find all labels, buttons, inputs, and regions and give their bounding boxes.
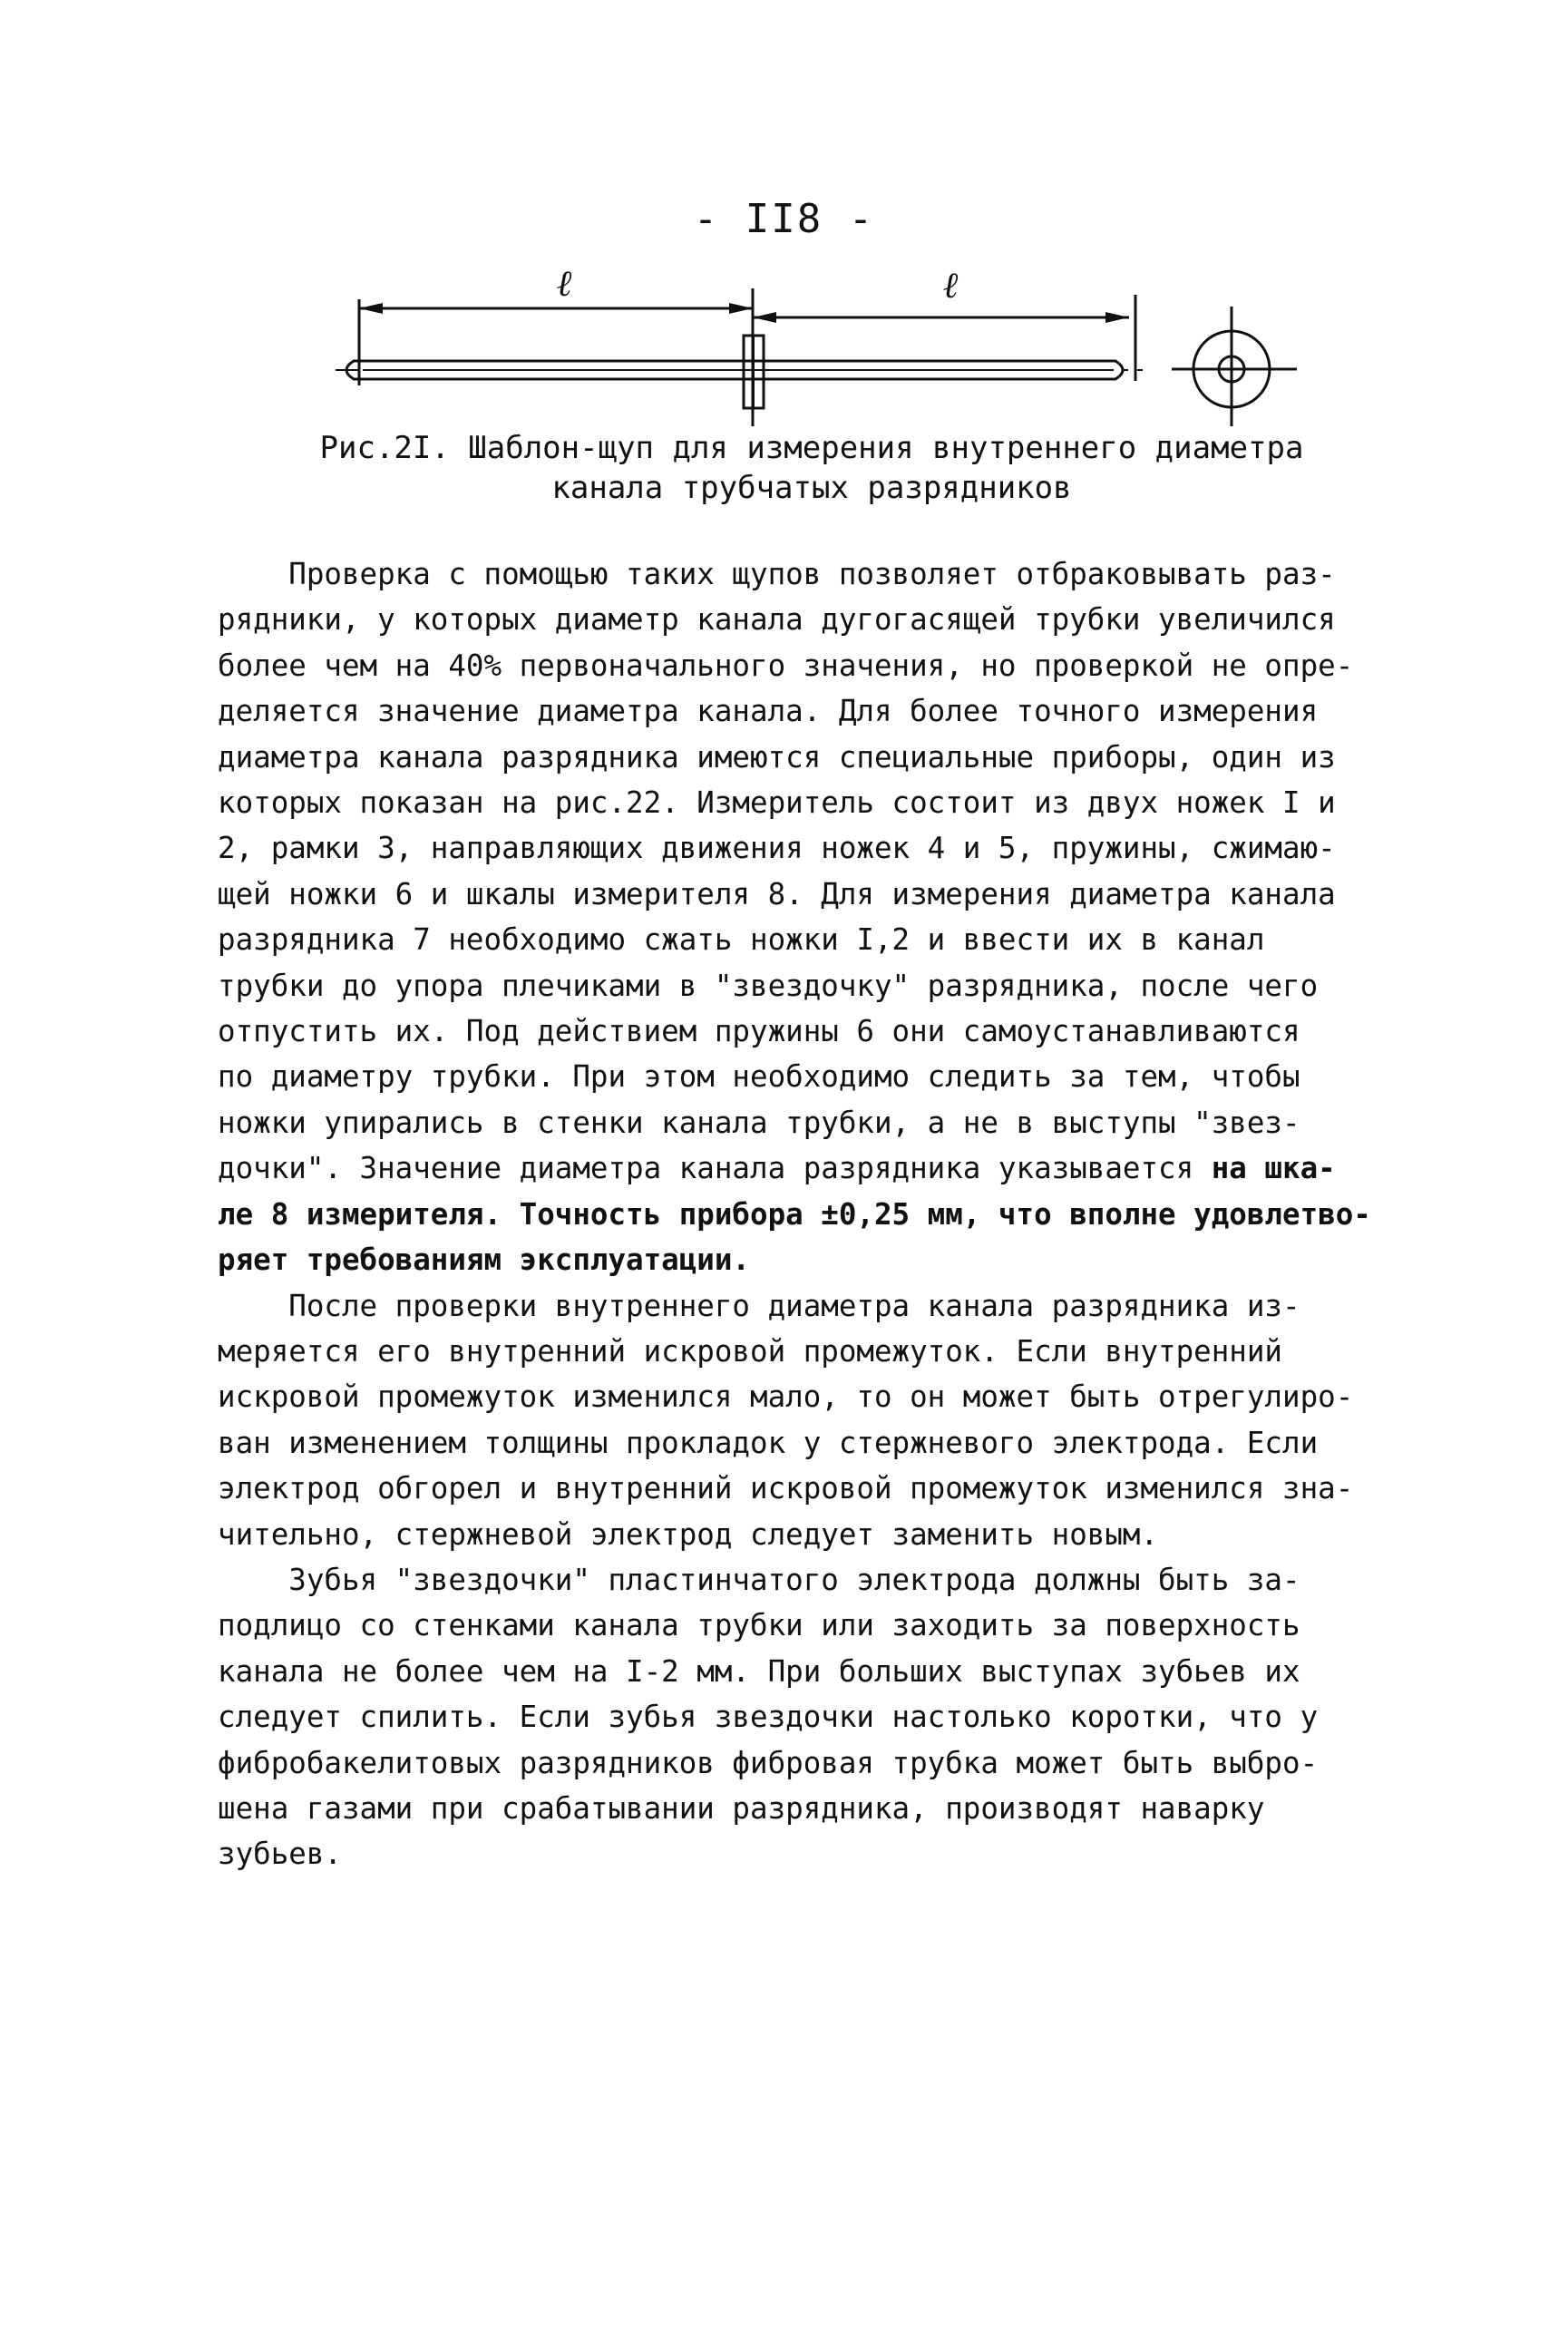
text-line: следует спилить. Если зубья звездочки настолько коротки, что у bbox=[218, 1700, 1319, 1735]
text-line: фибробакелитовых разрядников фибровая трубка может быть выбро- bbox=[218, 1745, 1319, 1780]
probe-gauge-drawing bbox=[326, 245, 1342, 426]
text-line: чительно, стержневой электрод следует заменить новым. bbox=[218, 1516, 1159, 1552]
text-line: канала не более чем на I-2 мм. При больших выступах зубьев их bbox=[218, 1653, 1300, 1689]
text-line: После проверки внутреннего диаметра канала разрядника из- bbox=[218, 1288, 1300, 1323]
arrowhead-right-start bbox=[753, 312, 776, 323]
text-line: трубки до упора плечиками в "звездочку" разрядника, после чего bbox=[218, 968, 1319, 1003]
paragraph-3 bbox=[218, 1557, 1433, 1877]
bold-text-line: ряет требованиям эксплуатации. bbox=[218, 1243, 750, 1278]
text-line: щей ножки 6 и шкалы измерителя 8. Для измерения диаметра канала bbox=[218, 876, 1336, 911]
text-line: Проверка с помощью таких щупов позволяет отбраковывать раз- bbox=[218, 557, 1336, 591]
text-line: искровой промежуток изменился мало, то он может быть отрегулиро- bbox=[218, 1379, 1354, 1415]
text-line: которых показан на рис.22. Измеритель состоит из двух ножек I и bbox=[218, 785, 1336, 821]
text-line: деляется значение диаметра канала. Для более точного измерения bbox=[218, 694, 1319, 729]
caption-line-1: Рис.2I. Шаблон-щуп для измерения внутреннего диаметра bbox=[319, 430, 1304, 466]
text-line: электрод обгорел и внутренний искровой промежуток изменился зна- bbox=[218, 1471, 1354, 1506]
text-line: рядники, у которых диаметр канала дугогасящей трубки увеличился bbox=[218, 602, 1336, 638]
text-line: отпустить их. Под действием пружины 6 они самоустанавливаются bbox=[218, 1014, 1300, 1049]
figure-caption bbox=[299, 428, 1324, 508]
dimension-label-right: ℓ bbox=[942, 265, 959, 307]
caption-line-2: канала трубчатых разрядников bbox=[551, 470, 1072, 506]
body-text bbox=[218, 551, 1433, 1877]
text-line: диаметра канала разрядника имеются специальные приборы, один из bbox=[218, 739, 1336, 775]
bold-text-segment: на шка- bbox=[1211, 1151, 1336, 1186]
text-line: 2, рамки 3, направляющих движения ножек 4 и 5, пружины, сжимаю- bbox=[218, 831, 1336, 866]
text-line: зубьев. bbox=[218, 1837, 342, 1872]
text-line: разрядника 7 необходимо сжать ножки I,2 и ввести их в канал bbox=[218, 922, 1265, 958]
bold-text-line: ле 8 измерителя. Точность прибора ±0,25 мм, что вполне удовлетво- bbox=[218, 1196, 1371, 1232]
text-line: меряется его внутренний искровой промежуток. Если внутренний bbox=[218, 1333, 1282, 1369]
page-number: - II8 - bbox=[693, 196, 875, 242]
text-line: шена газами при срабатывании разрядника, производят наварку bbox=[218, 1790, 1265, 1826]
text-line: подлицо со стенками канала трубки или заходить за поверхность bbox=[218, 1608, 1300, 1643]
paragraph-2 bbox=[218, 1283, 1433, 1557]
text-line: ван изменением толщины прокладок у стержневого электрода. Если bbox=[218, 1425, 1319, 1460]
text-line: по диаметру трубки. При этом необходимо следить за тем, чтобы bbox=[218, 1059, 1300, 1095]
dimension-label-left: ℓ bbox=[556, 263, 572, 305]
text-line: более чем на 40% первоначального значения, но проверкой не опре- bbox=[218, 648, 1354, 683]
arrowhead-left-end bbox=[729, 303, 753, 314]
text-line: Зубья "звездочки" пластинчатого электрода должны быть за- bbox=[218, 1562, 1300, 1597]
text-line-mixed bbox=[218, 1145, 1433, 1191]
figure-probe-gauge bbox=[326, 245, 1342, 426]
arrowhead-left-start bbox=[359, 303, 383, 314]
paragraph-1 bbox=[218, 551, 1433, 1283]
text-line: ножки упирались в стенки канала трубки, а не в выступы "звез- bbox=[218, 1105, 1300, 1140]
text-segment: дочки". Значение диаметра канала разрядника указывается bbox=[218, 1151, 1212, 1186]
arrowhead-right-end bbox=[1105, 312, 1129, 323]
